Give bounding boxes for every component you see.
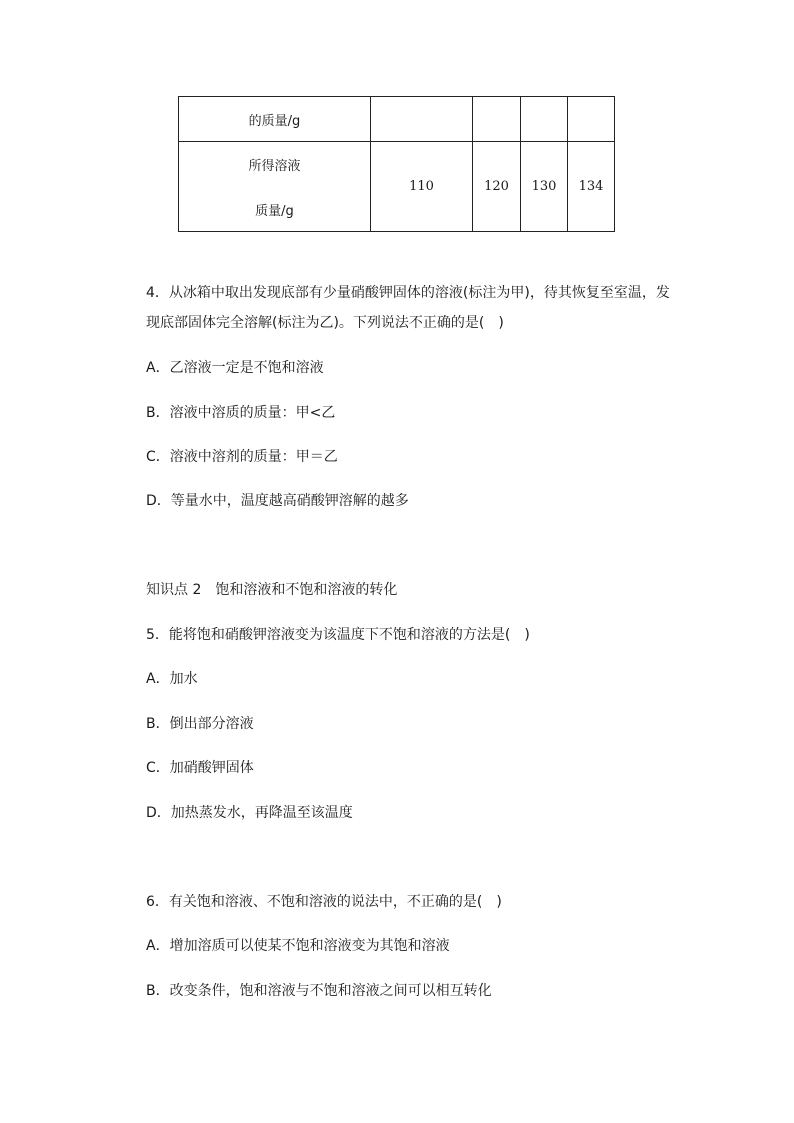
table-cell — [521, 97, 568, 142]
table-cell-label: 的质量/g — [179, 97, 371, 142]
table-cell-label — [179, 142, 371, 232]
table-cell: 134 — [568, 142, 615, 232]
q4-option-b: B．溶液中溶质的质量：甲<乙 — [146, 405, 336, 421]
data-table — [178, 96, 615, 232]
table-cell — [568, 97, 615, 142]
table-cell — [473, 97, 521, 142]
table-row — [179, 97, 615, 142]
table-label-line: 所得溶液 — [248, 158, 301, 174]
q4-option-c: C．溶液中溶剂的质量：甲＝乙 — [146, 449, 338, 465]
q6-option-a: A．增加溶质可以使某不饱和溶液变为其饱和溶液 — [146, 938, 450, 954]
table-cell: 110 — [371, 142, 473, 232]
q5-option-c: C．加硝酸钾固体 — [146, 760, 254, 776]
table-cell: 120 — [473, 142, 521, 232]
table-label-line: 质量/g — [255, 203, 294, 219]
q5-option-b: B．倒出部分溶液 — [146, 716, 254, 732]
q4-stem-line-1: 4．从冰箱中取出发现底部有少量硝酸钾固体的溶液(标注为甲)，待其恢复至室温，发 — [146, 285, 670, 301]
q5-option-a: A．加水 — [146, 671, 198, 687]
q4-option-d: D．等量水中，温度越高硝酸钾溶解的越多 — [146, 493, 409, 509]
q4-stem-line-2: 现底部固体完全溶解(标注为乙)。下列说法不正确的是( ) — [146, 315, 504, 331]
table-row — [179, 142, 615, 232]
q5-option-d: D．加热蒸发水，再降温至该温度 — [146, 805, 353, 821]
table-cell — [371, 97, 473, 142]
table-cell: 130 — [521, 142, 568, 232]
q6-option-b: B．改变条件，饱和溶液与不饱和溶液之间可以相互转化 — [146, 983, 492, 999]
q6-stem: 6．有关饱和溶液、不饱和溶液的说法中，不正确的是( ) — [146, 894, 502, 910]
section-title: 知识点 2 饱和溶液和不饱和溶液的转化 — [146, 582, 398, 598]
q5-stem: 5．能将饱和硝酸钾溶液变为该温度下不饱和溶液的方法是( ) — [146, 627, 530, 643]
q4-option-a: A．乙溶液一定是不饱和溶液 — [146, 360, 324, 376]
